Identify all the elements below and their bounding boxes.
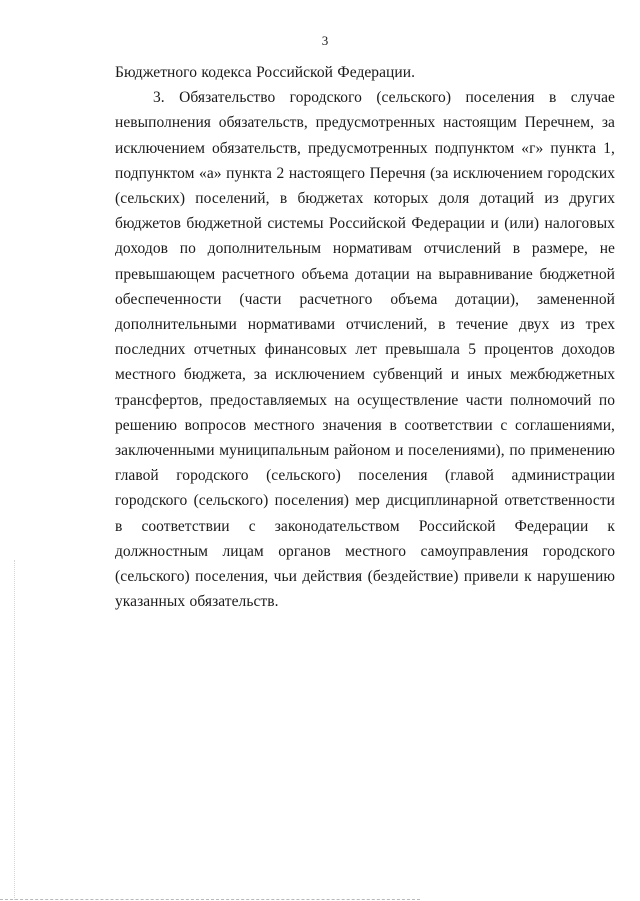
clause-3-paragraph: 3. Обязательство городского (сельского) поселения в случае невыполнения обязательств, предусмотренных настоящим Перечнем, за исключением обязательств, предусмотренных подпунктом «г» пункта 1, подпунктом «а» пункта 2 настоящего Перечня (за исключением городских (сельских) поселений, в бюджетах которых доля дотаций из других бюджетов бюджетной системы Российской Федерации и (или) налоговых доходов по дополнительным нормативам отчислений в размере, не превышающем расчетного объема дотации на выравнивание бюджетной обеспеченности (части расчетного объема дотации), замененной дополнительными нормативами отчислений, в течение двух из трех последних отчетных финансовых лет превышала 5 процентов доходов местного бюджета, за исключением субвенций и иных межбюджетных трансфертов, предоставляемых на осуществление части полномочий по решению вопросов местного значения в соответствии с соглашениями, заключенными муниципальным районом и поселениями), по применению главой городского (сельского) поселения (главой администрации городского (сельского) поселения) мер дисциплинарной ответственности в соответствии с законодательством Российской Федерации к должностным лицам органов местного самоуправления городского (сельского) поселения, чьи действия (бездействие) привели к нарушению указанных обязательств.	[115, 89, 615, 611]
continuation-paragraph: Бюджетного кодекса Российской Федерации.	[115, 64, 415, 81]
document-body	[115, 60, 615, 614]
scan-edge-mark	[14, 560, 16, 900]
scan-bottom-edge	[0, 899, 420, 900]
page-number: 3	[321, 33, 329, 48]
